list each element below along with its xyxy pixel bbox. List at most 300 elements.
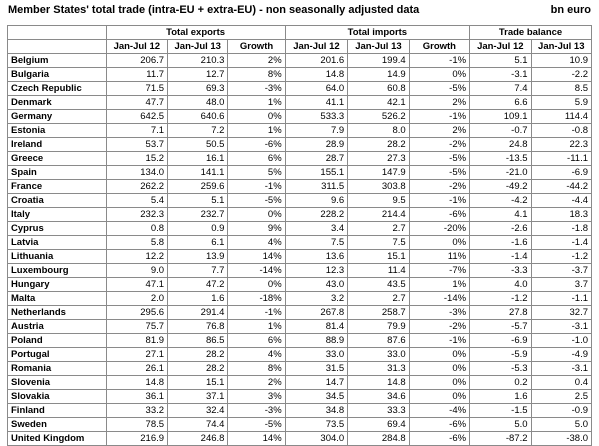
value-cell: 14% xyxy=(228,432,285,446)
unit-label: bn euro xyxy=(550,4,591,16)
value-cell: -1.6 xyxy=(470,236,531,250)
value-cell: 79.9 xyxy=(348,320,409,334)
value-cell: 9.0 xyxy=(106,264,167,278)
value-cell: 11.4 xyxy=(348,264,409,278)
value-cell: 34.6 xyxy=(348,390,409,404)
value-cell: -5% xyxy=(228,418,285,432)
table-row xyxy=(8,432,592,446)
table-row xyxy=(8,390,592,404)
value-cell: 1.6 xyxy=(470,390,531,404)
value-cell: 258.7 xyxy=(348,306,409,320)
value-cell: 48.0 xyxy=(168,96,228,110)
column-header: Jan-Jul 12 xyxy=(106,40,167,54)
value-cell: 8.0 xyxy=(348,124,409,138)
value-cell: 6% xyxy=(228,152,285,166)
value-cell: 60.8 xyxy=(348,82,409,96)
table-title: Member States' total trade (intra-EU + extra-EU) - non seasonally adjusted data xyxy=(8,4,420,16)
value-cell: 201.6 xyxy=(285,54,348,68)
value-cell: 262.2 xyxy=(106,180,167,194)
value-cell: 81.9 xyxy=(106,334,167,348)
value-cell: -5% xyxy=(409,166,469,180)
value-cell: 14.8 xyxy=(285,68,348,82)
value-cell: 31.5 xyxy=(285,362,348,376)
country-cell: Poland xyxy=(8,334,107,348)
value-cell: 0% xyxy=(409,362,469,376)
value-cell: -1.8 xyxy=(531,222,591,236)
value-cell: -20% xyxy=(409,222,469,236)
value-cell: -14% xyxy=(409,292,469,306)
value-cell: 37.1 xyxy=(168,390,228,404)
value-cell: -2% xyxy=(409,180,469,194)
column-header: Jan-Jul 13 xyxy=(348,40,409,54)
value-cell: 33.2 xyxy=(106,404,167,418)
value-cell: 32.4 xyxy=(168,404,228,418)
value-cell: 3% xyxy=(228,390,285,404)
table-row xyxy=(8,278,592,292)
value-cell: 533.3 xyxy=(285,110,348,124)
value-cell: 9.5 xyxy=(348,194,409,208)
value-cell: 141.1 xyxy=(168,166,228,180)
value-cell: 4% xyxy=(228,348,285,362)
value-cell: -18% xyxy=(228,292,285,306)
table-row xyxy=(8,404,592,418)
value-cell: -0.9 xyxy=(531,404,591,418)
value-cell: 28.2 xyxy=(168,362,228,376)
value-cell: -1.2 xyxy=(531,250,591,264)
table-row xyxy=(8,166,592,180)
value-cell: 28.2 xyxy=(348,138,409,152)
value-cell: 27.1 xyxy=(106,348,167,362)
value-cell: 33.0 xyxy=(285,348,348,362)
country-cell: Lithuania xyxy=(8,250,107,264)
value-cell: 3.2 xyxy=(285,292,348,306)
value-cell: 27.3 xyxy=(348,152,409,166)
value-cell: -3.1 xyxy=(531,362,591,376)
value-cell: 5.1 xyxy=(168,194,228,208)
value-cell: 7.4 xyxy=(470,82,531,96)
value-cell: 9.6 xyxy=(285,194,348,208)
value-cell: 4.0 xyxy=(470,278,531,292)
value-cell: -49.2 xyxy=(470,180,531,194)
country-cell: Netherlands xyxy=(8,306,107,320)
value-cell: 33.3 xyxy=(348,404,409,418)
value-cell: 5% xyxy=(228,166,285,180)
column-header: Growth xyxy=(409,40,469,54)
value-cell: 6.1 xyxy=(168,236,228,250)
value-cell: 10.9 xyxy=(531,54,591,68)
value-cell: 214.4 xyxy=(348,208,409,222)
value-cell: 15.1 xyxy=(348,250,409,264)
value-cell: 0% xyxy=(228,278,285,292)
value-cell: -3.3 xyxy=(470,264,531,278)
value-cell: 134.0 xyxy=(106,166,167,180)
table-row xyxy=(8,68,592,82)
value-cell: 86.5 xyxy=(168,334,228,348)
value-cell: -38.0 xyxy=(531,432,591,446)
value-cell: 14.8 xyxy=(106,376,167,390)
value-cell: 0% xyxy=(409,68,469,82)
value-cell: -4.2 xyxy=(470,194,531,208)
value-cell: 73.5 xyxy=(285,418,348,432)
value-cell: -5.9 xyxy=(470,348,531,362)
table-row xyxy=(8,138,592,152)
value-cell: 228.2 xyxy=(285,208,348,222)
value-cell: 246.8 xyxy=(168,432,228,446)
value-cell: 12.3 xyxy=(285,264,348,278)
value-cell: 114.4 xyxy=(531,110,591,124)
column-header: Jan-Jul 13 xyxy=(168,40,228,54)
table-row xyxy=(8,180,592,194)
table-row xyxy=(8,110,592,124)
value-cell: 210.3 xyxy=(168,54,228,68)
value-cell: -2% xyxy=(409,320,469,334)
country-cell: Greece xyxy=(8,152,107,166)
value-cell: 14.9 xyxy=(348,68,409,82)
country-cell: Austria xyxy=(8,320,107,334)
value-cell: 76.8 xyxy=(168,320,228,334)
table-row xyxy=(8,236,592,250)
value-cell: 7.1 xyxy=(106,124,167,138)
value-cell: 0.4 xyxy=(531,376,591,390)
value-cell: 2% xyxy=(228,54,285,68)
trade-table xyxy=(7,25,592,446)
value-cell: 267.8 xyxy=(285,306,348,320)
table-row xyxy=(8,306,592,320)
value-cell: 14% xyxy=(228,250,285,264)
value-cell: 6% xyxy=(228,334,285,348)
value-cell: 0% xyxy=(228,208,285,222)
value-cell: 2.0 xyxy=(106,292,167,306)
value-cell: 642.5 xyxy=(106,110,167,124)
value-cell: -2% xyxy=(409,138,469,152)
value-cell: 64.0 xyxy=(285,82,348,96)
value-cell: 7.5 xyxy=(285,236,348,250)
value-cell: -6% xyxy=(228,138,285,152)
value-cell: 7.2 xyxy=(168,124,228,138)
group-header-imports: Total imports xyxy=(285,26,469,40)
value-cell: 7.5 xyxy=(348,236,409,250)
table-row xyxy=(8,54,592,68)
value-cell: 42.1 xyxy=(348,96,409,110)
value-cell: -6.9 xyxy=(531,166,591,180)
value-cell: 2.7 xyxy=(348,292,409,306)
group-header-balance: Trade balance xyxy=(470,26,592,40)
value-cell: 50.5 xyxy=(168,138,228,152)
value-cell: 4.1 xyxy=(470,208,531,222)
table-row xyxy=(8,124,592,138)
value-cell: 14.7 xyxy=(285,376,348,390)
value-cell: 232.7 xyxy=(168,208,228,222)
value-cell: -1% xyxy=(409,54,469,68)
value-cell: 0% xyxy=(409,376,469,390)
value-cell: 53.7 xyxy=(106,138,167,152)
value-cell: 147.9 xyxy=(348,166,409,180)
group-header-exports: Total exports xyxy=(106,26,285,40)
value-cell: 5.0 xyxy=(531,418,591,432)
value-cell: -44.2 xyxy=(531,180,591,194)
value-cell: 16.1 xyxy=(168,152,228,166)
value-cell: 74.4 xyxy=(168,418,228,432)
table-row xyxy=(8,376,592,390)
value-cell: 87.6 xyxy=(348,334,409,348)
value-cell: -13.5 xyxy=(470,152,531,166)
value-cell: 43.5 xyxy=(348,278,409,292)
value-cell: -6.9 xyxy=(470,334,531,348)
value-cell: 15.1 xyxy=(168,376,228,390)
value-cell: 1% xyxy=(228,96,285,110)
value-cell: -6% xyxy=(409,432,469,446)
value-cell: -2.6 xyxy=(470,222,531,236)
country-cell: Malta xyxy=(8,292,107,306)
value-cell: 12.2 xyxy=(106,250,167,264)
value-cell: -5% xyxy=(409,152,469,166)
value-cell: 216.9 xyxy=(106,432,167,446)
value-cell: 5.0 xyxy=(470,418,531,432)
value-cell: 0.8 xyxy=(106,222,167,236)
value-cell: 22.3 xyxy=(531,138,591,152)
value-cell: 155.1 xyxy=(285,166,348,180)
value-cell: 5.8 xyxy=(106,236,167,250)
value-cell: -4.9 xyxy=(531,348,591,362)
value-cell: 8% xyxy=(228,68,285,82)
value-cell: 526.2 xyxy=(348,110,409,124)
value-cell: 3.7 xyxy=(531,278,591,292)
value-cell: 5.4 xyxy=(106,194,167,208)
value-cell: 9% xyxy=(228,222,285,236)
table-row xyxy=(8,152,592,166)
country-cell: Germany xyxy=(8,110,107,124)
value-cell: 14.8 xyxy=(348,376,409,390)
table-row xyxy=(8,292,592,306)
value-cell: 5.1 xyxy=(470,54,531,68)
value-cell: 311.5 xyxy=(285,180,348,194)
value-cell: 303.8 xyxy=(348,180,409,194)
value-cell: 5.9 xyxy=(531,96,591,110)
value-cell: 28.7 xyxy=(285,152,348,166)
value-cell: 2.7 xyxy=(348,222,409,236)
table-row xyxy=(8,348,592,362)
value-cell: 8.5 xyxy=(531,82,591,96)
value-cell: -4% xyxy=(409,404,469,418)
country-cell: Hungary xyxy=(8,278,107,292)
country-cell: Belgium xyxy=(8,54,107,68)
country-cell: Cyprus xyxy=(8,222,107,236)
value-cell: 199.4 xyxy=(348,54,409,68)
value-cell: 28.2 xyxy=(168,348,228,362)
table-row xyxy=(8,250,592,264)
value-cell: 34.8 xyxy=(285,404,348,418)
value-cell: 109.1 xyxy=(470,110,531,124)
table-body xyxy=(8,54,592,446)
value-cell: -3.1 xyxy=(470,68,531,82)
value-cell: 291.4 xyxy=(168,306,228,320)
value-cell: -5.3 xyxy=(470,362,531,376)
country-cell: Czech Republic xyxy=(8,82,107,96)
value-cell: -0.7 xyxy=(470,124,531,138)
value-cell: 32.7 xyxy=(531,306,591,320)
country-cell: United Kingdom xyxy=(8,432,107,446)
value-cell: 232.3 xyxy=(106,208,167,222)
value-cell: 259.6 xyxy=(168,180,228,194)
value-cell: 0.9 xyxy=(168,222,228,236)
value-cell: 284.8 xyxy=(348,432,409,446)
value-cell: -1.5 xyxy=(470,404,531,418)
value-cell: 4% xyxy=(228,236,285,250)
country-cell: Finland xyxy=(8,404,107,418)
value-cell: -3% xyxy=(409,306,469,320)
value-cell: -0.8 xyxy=(531,124,591,138)
value-cell: -3.7 xyxy=(531,264,591,278)
value-cell: -3% xyxy=(228,404,285,418)
value-cell: 33.0 xyxy=(348,348,409,362)
value-cell: 75.7 xyxy=(106,320,167,334)
value-cell: -14% xyxy=(228,264,285,278)
value-cell: 13.9 xyxy=(168,250,228,264)
value-cell: -1.0 xyxy=(531,334,591,348)
value-cell: -4.4 xyxy=(531,194,591,208)
value-cell: 69.4 xyxy=(348,418,409,432)
country-cell: Portugal xyxy=(8,348,107,362)
table-row xyxy=(8,222,592,236)
value-cell: -3% xyxy=(228,82,285,96)
group-header-row xyxy=(8,26,592,40)
value-cell: -87.2 xyxy=(470,432,531,446)
country-cell: Italy xyxy=(8,208,107,222)
table-row xyxy=(8,418,592,432)
value-cell: 1% xyxy=(228,320,285,334)
column-header: Jan-Jul 13 xyxy=(531,40,591,54)
value-cell: 28.9 xyxy=(285,138,348,152)
value-cell: 0% xyxy=(409,348,469,362)
country-cell: Slovenia xyxy=(8,376,107,390)
country-cell: Ireland xyxy=(8,138,107,152)
value-cell: -3.1 xyxy=(531,320,591,334)
value-cell: -2.2 xyxy=(531,68,591,82)
country-cell: Denmark xyxy=(8,96,107,110)
value-cell: 304.0 xyxy=(285,432,348,446)
country-cell: Luxembourg xyxy=(8,264,107,278)
value-cell: -1% xyxy=(228,180,285,194)
column-header: Jan-Jul 12 xyxy=(285,40,348,54)
country-cell: Sweden xyxy=(8,418,107,432)
value-cell: -1% xyxy=(228,306,285,320)
table-row xyxy=(8,362,592,376)
value-cell: 2% xyxy=(409,124,469,138)
value-cell: 78.5 xyxy=(106,418,167,432)
value-cell: -5% xyxy=(228,194,285,208)
value-cell: 71.5 xyxy=(106,82,167,96)
value-cell: 7.9 xyxy=(285,124,348,138)
value-cell: -5% xyxy=(409,82,469,96)
value-cell: 18.3 xyxy=(531,208,591,222)
value-cell: 88.9 xyxy=(285,334,348,348)
country-cell: France xyxy=(8,180,107,194)
value-cell: 2% xyxy=(409,96,469,110)
value-cell: 2% xyxy=(228,376,285,390)
value-cell: 26.1 xyxy=(106,362,167,376)
value-cell: -21.0 xyxy=(470,166,531,180)
value-cell: 8% xyxy=(228,362,285,376)
value-cell: -1% xyxy=(409,194,469,208)
value-cell: 1% xyxy=(228,124,285,138)
value-cell: -1.2 xyxy=(470,292,531,306)
country-cell: Bulgaria xyxy=(8,68,107,82)
value-cell: -6% xyxy=(409,418,469,432)
value-cell: 0.2 xyxy=(470,376,531,390)
value-cell: 640.6 xyxy=(168,110,228,124)
value-cell: 41.1 xyxy=(285,96,348,110)
value-cell: 27.8 xyxy=(470,306,531,320)
value-cell: 2.5 xyxy=(531,390,591,404)
value-cell: -1% xyxy=(409,110,469,124)
value-cell: -1.1 xyxy=(531,292,591,306)
table-header-bar xyxy=(8,4,591,20)
value-cell: 81.4 xyxy=(285,320,348,334)
table-row xyxy=(8,82,592,96)
value-cell: 13.6 xyxy=(285,250,348,264)
country-cell: Slovakia xyxy=(8,390,107,404)
value-cell: 1% xyxy=(409,278,469,292)
country-cell: Croatia xyxy=(8,194,107,208)
value-cell: -5.7 xyxy=(470,320,531,334)
table-row xyxy=(8,194,592,208)
value-cell: 12.7 xyxy=(168,68,228,82)
table-row xyxy=(8,264,592,278)
value-cell: 34.5 xyxy=(285,390,348,404)
value-cell: 11.7 xyxy=(106,68,167,82)
value-cell: 11% xyxy=(409,250,469,264)
value-cell: 7.7 xyxy=(168,264,228,278)
value-cell: -1.4 xyxy=(531,236,591,250)
value-cell: 24.8 xyxy=(470,138,531,152)
table-row xyxy=(8,334,592,348)
column-header-row xyxy=(8,40,592,54)
value-cell: -1.4 xyxy=(470,250,531,264)
value-cell: 295.6 xyxy=(106,306,167,320)
value-cell: 206.7 xyxy=(106,54,167,68)
country-cell: Spain xyxy=(8,166,107,180)
value-cell: 15.2 xyxy=(106,152,167,166)
country-cell: Latvia xyxy=(8,236,107,250)
value-cell: -6% xyxy=(409,208,469,222)
value-cell: 47.2 xyxy=(168,278,228,292)
value-cell: 69.3 xyxy=(168,82,228,96)
value-cell: -7% xyxy=(409,264,469,278)
table-row xyxy=(8,96,592,110)
table-row xyxy=(8,320,592,334)
value-cell: 31.3 xyxy=(348,362,409,376)
value-cell: 3.4 xyxy=(285,222,348,236)
value-cell: 0% xyxy=(228,110,285,124)
value-cell: -1% xyxy=(409,334,469,348)
country-cell: Estonia xyxy=(8,124,107,138)
country-cell: Romania xyxy=(8,362,107,376)
corner-cell xyxy=(8,26,107,40)
table-row xyxy=(8,208,592,222)
value-cell: 47.7 xyxy=(106,96,167,110)
value-cell: 1.6 xyxy=(168,292,228,306)
value-cell: 47.1 xyxy=(106,278,167,292)
corner-cell-2 xyxy=(8,40,107,54)
value-cell: -11.1 xyxy=(531,152,591,166)
value-cell: 43.0 xyxy=(285,278,348,292)
value-cell: 36.1 xyxy=(106,390,167,404)
value-cell: 6.6 xyxy=(470,96,531,110)
value-cell: 0% xyxy=(409,236,469,250)
value-cell: 0% xyxy=(409,390,469,404)
column-header: Growth xyxy=(228,40,285,54)
column-header: Jan-Jul 12 xyxy=(470,40,531,54)
